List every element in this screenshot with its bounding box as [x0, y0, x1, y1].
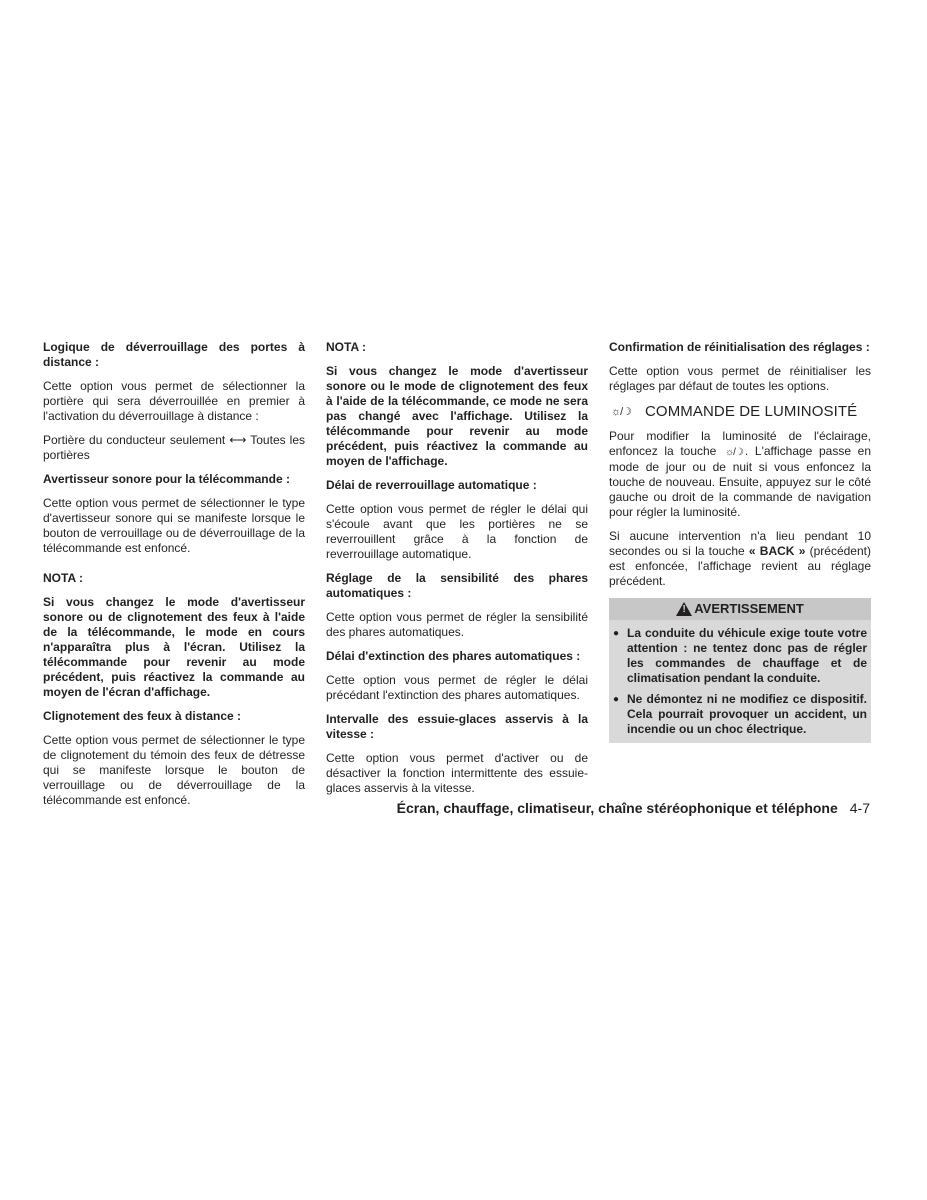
- paragraph-headlight-off-delay: Cette option vous permet de régler le délai précédant l'extinction des phares automatiques.: [326, 673, 588, 702]
- back-key-label: « BACK »: [748, 544, 806, 558]
- bullet-icon: ●: [613, 628, 620, 639]
- section-title-text: COMMANDE DE LUMINOSITÉ: [645, 403, 858, 420]
- heading-unlock-logic: Logique de déverrouillage des portes à distance :: [43, 340, 305, 369]
- column-right: [609, 340, 871, 743]
- paragraph-back-key: [609, 529, 871, 589]
- warning-triangle-icon: !: [676, 602, 692, 616]
- nota-label: NOTA :: [326, 340, 366, 354]
- page-number: 4-7: [849, 800, 870, 816]
- warning-title: AVERTISSEMENT: [694, 601, 804, 616]
- warning-header: [609, 598, 871, 620]
- paragraph-lights-flash: Cette option vous permet de sélectionner le type de clignotement du témoin des feux de détresse qui se manifeste lorsque le bouton de verrouillage ou de déverrouillage de la télécommande est enfoncé.: [43, 733, 305, 807]
- heading-headlight-sensitivity: Réglage de la sensibilité des phares automatiques :: [326, 571, 588, 600]
- page-footer: [397, 799, 870, 817]
- paragraph-brightness-part1: Pour modifier la luminosité de l'éclairage, enfoncez la touche: [609, 429, 871, 458]
- section-title-brightness: [609, 403, 871, 421]
- heading-wiper-interval: Intervalle des essuie-glaces asservis à la vitesse :: [326, 712, 588, 741]
- paragraph-back-part2: (précédent) est enfoncée, l'affichage revient au réglage précédent.: [609, 544, 871, 588]
- warning-item-text: La conduite du véhicule exige toute votre attention : ne tentez donc pas de régler les commandes de chauffage et de climatisation pendant la conduite.: [627, 626, 867, 685]
- chapter-title: Écran, chauffage, climatiseur, chaîne stéréophonique et téléphone: [396, 800, 838, 816]
- heading-reset-confirmation: Confirmation de réinitialisation des réglages :: [609, 340, 870, 354]
- heading-headlight-off-delay: Délai d'extinction des phares automatiques :: [326, 649, 581, 663]
- nota-text: Si vous changez le mode d'avertisseur sonore ou de clignotement des feux à l'aide de la télécommande, le mode en cours n'apparaîtra plus à l'écran. Utilisez la télécommande pour revenir au mode précédent, puis réactivez la commande au moyen de l'écran d'affichage.: [43, 595, 305, 699]
- paragraph-back-part1: Si aucune intervention n'a lieu pendant 10 secondes ou si la touche: [609, 529, 871, 558]
- nota-text: Si vous changez le mode d'avertisseur sonore ou le mode de clignotement des feux à l'aide de la télécommande, ce mode ne sera pas changé avec l'affichage. Utilisez la télécommande pour revenir au mode précédent, puis réactivez la commande au moyen de l'affichage.: [326, 364, 588, 468]
- heading-relock-delay: Délai de reverrouillage automatique :: [326, 478, 537, 492]
- brightness-icon: ☼/☽: [611, 406, 631, 418]
- paragraph-brightness: [609, 429, 871, 520]
- paragraph-reset-confirmation: Cette option vous permet de réinitialiser les réglages par défaut de toutes les options.: [609, 364, 871, 393]
- paragraph-headlight-sensitivity: Cette option vous permet de régler la sensibilité des phares automatiques.: [326, 610, 588, 639]
- warning-box: [609, 598, 871, 743]
- warning-item-text: Ne démontez ni ne modifiez ce dispositif. Cela pourrait provoquer un accident, un incendie ou un choc électrique.: [627, 692, 867, 736]
- brightness-key-icon: ☼/☽: [725, 447, 743, 458]
- paragraph-brightness-part2: . L'affichage passe en mode de jour ou de nuit si vous enfoncez la touche de nouveau. Ensuite, appuyez sur le côté gauche ou droit de la commande de navigation pour régler la luminosité.: [609, 444, 871, 519]
- bullet-icon: ●: [613, 694, 620, 705]
- heading-horn: Avertisseur sonore pour la télécommande :: [43, 472, 290, 486]
- paragraph-unlock-logic: Cette option vous permet de sélectionner la portière qui sera déverrouillée en premier à l'activation du déverrouillage à distance :: [43, 379, 305, 423]
- paragraph-wiper-interval: Cette option vous permet d'activer ou de désactiver la fonction intermittente des essuie-glaces asservis à la vitesse.: [326, 751, 588, 795]
- paragraph-horn: Cette option vous permet de sélectionner le type d'avertisseur sonore qui se manifeste lorsque le bouton de verrouillage ou de déverrouillage de la télécommande est enfoncé.: [43, 496, 305, 555]
- warning-item: [609, 620, 871, 686]
- nota-label: NOTA :: [43, 571, 83, 585]
- paragraph-relock-delay: Cette option vous permet de régler le délai qui s'écoule avant que les portières ne se reverrouillent grâce à la fonction de reverrouillage automatique.: [326, 502, 588, 561]
- paragraph-unlock-options: Portière du conducteur seulement ⟷ Toutes les portières: [43, 433, 305, 462]
- heading-lights-flash: Clignotement des feux à distance :: [43, 709, 242, 723]
- column-middle: [326, 340, 588, 805]
- column-left: [43, 340, 305, 817]
- warning-item: [609, 686, 871, 737]
